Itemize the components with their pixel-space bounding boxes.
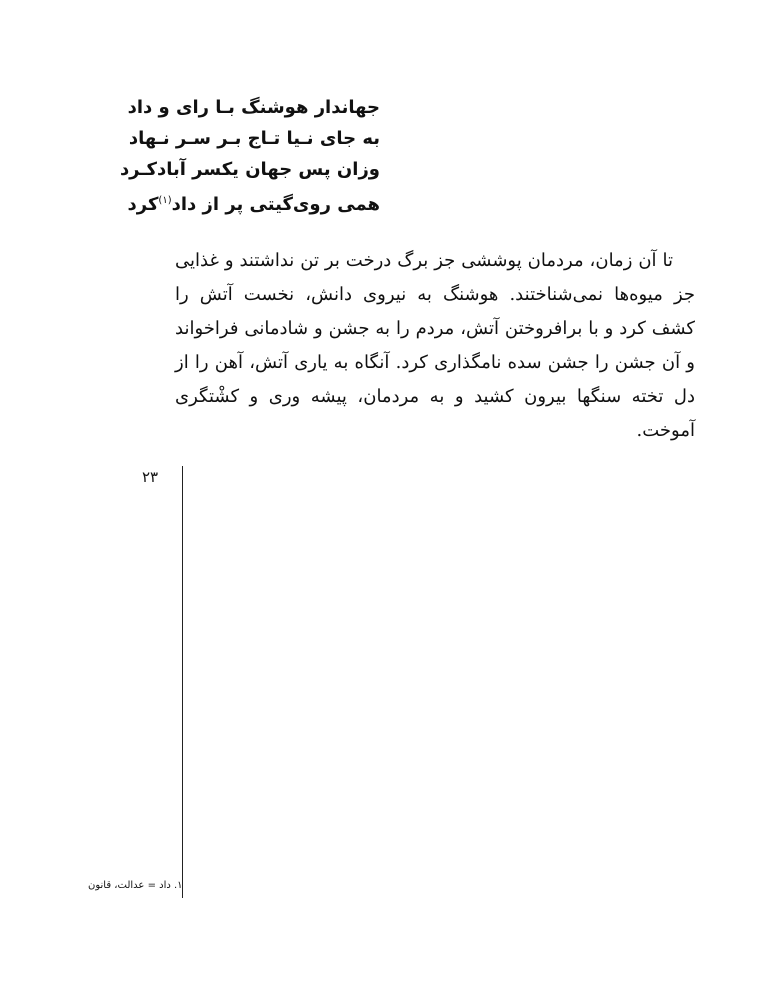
poem-line-1: جهاندار هوشنگ بـا رای و داد <box>127 97 380 118</box>
poem-line-3: وزان پس جهان یکسر آبادکـرد <box>119 159 380 180</box>
footnote: ۱. داد = عدالت، قانون <box>88 880 183 891</box>
poem-block <box>119 92 380 220</box>
prose-block <box>175 244 695 448</box>
footnote-marker: (۱) <box>158 195 172 206</box>
poem-line-4-text: همی روی‌گیتی پر از داد <box>171 194 380 215</box>
poem-line-4-end: کرد <box>127 194 159 215</box>
page-number: ۲۳ <box>142 468 159 486</box>
margin-rule <box>182 466 183 898</box>
prose-paragraph: تا آن زمان، مردمان پوششی جز برگ درخت بر تن نداشتند و غذایی جز میوه‌ها نمی‌شناختند. هوشنگ به نیروی دانش، نخست آتش را کشف کرد و با برافروختن آتش، مردم را به جشن و شادمانی فراخواند و آن جشن را جشن سده نامگذاری کرد. آنگاه به یاری آتش، آهن را از دل تخته سنگها بیرون کشید و به مردمان، پیشه وری و کشْتگری آموخت. <box>175 250 695 441</box>
poem-line-2: به جای نـیا تـاج بـر سـر نـهاد <box>128 128 380 149</box>
poem-line-4 <box>127 185 380 220</box>
